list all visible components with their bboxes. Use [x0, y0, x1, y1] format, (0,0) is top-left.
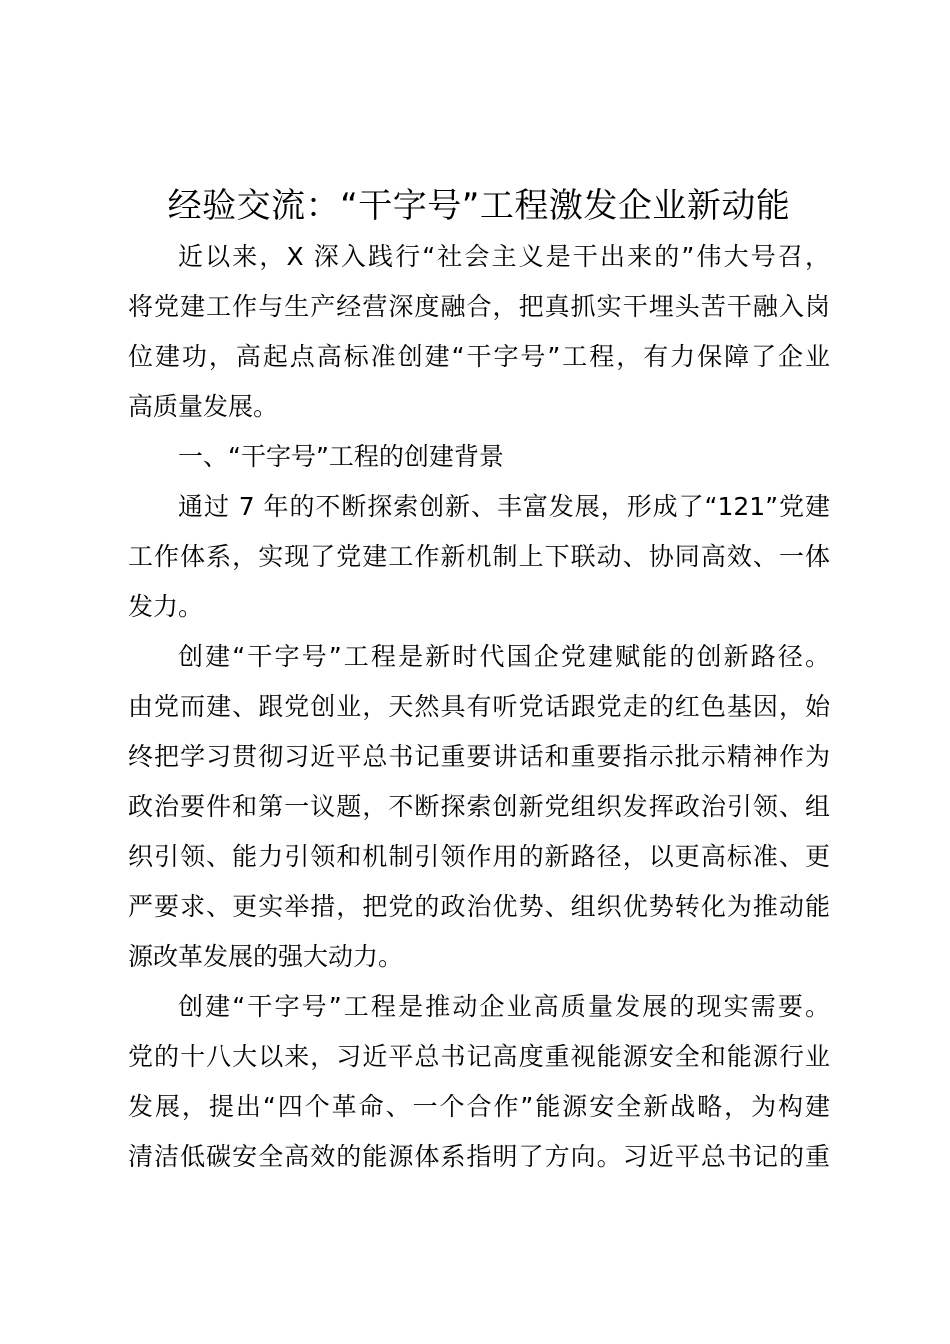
- text-line: 工作体系，实现了党建工作新机制上下联动、协同高效、一体: [128, 542, 830, 571]
- text-line: 创建“干字号”工程是推动企业高质量发展的现实需要。: [178, 992, 830, 1021]
- text-line: 党的十八大以来，习近平总书记高度重视能源安全和能源行业: [128, 1042, 830, 1071]
- paragraph-innovation-path: [128, 632, 830, 982]
- text-line: 高质量发展。: [128, 392, 279, 421]
- text-line: 严要求、更实举措，把党的政治优势、组织优势转化为推动能: [128, 892, 830, 921]
- text-line: 清洁低碳安全高效的能源体系指明了方向。习近平总书记的重: [128, 1142, 830, 1171]
- text-line: 发力。: [128, 592, 204, 621]
- text-line: 通过 7 年的不断探索创新、丰富发展，形成了“121”党建: [178, 492, 830, 521]
- section-heading-text: 一、“干字号”工程的创建背景: [178, 442, 504, 471]
- text-line: 创建“干字号”工程是新时代国企党建赋能的创新路径。: [178, 642, 830, 671]
- section-heading: [128, 432, 830, 482]
- text-line: 源改革发展的强大动力。: [128, 942, 404, 971]
- text-line: 终把学习贯彻习近平总书记重要讲话和重要指示批示精神作为: [128, 742, 830, 771]
- text-line: 近以来，X 深入践行“社会主义是干出来的”伟大号召，: [178, 242, 830, 271]
- text-line: 发展，提出“四个革命、一个合作”能源安全新战略，为构建: [128, 1092, 830, 1121]
- text-line: 织引领、能力引领和机制引领作用的新路径，以更高标准、更: [128, 842, 830, 871]
- document-title: 经验交流：“干字号”工程激发企业新动能: [167, 186, 791, 226]
- paragraph-realistic-need: [128, 982, 830, 1182]
- text-line: 政治要件和第一议题，不断探索创新党组织发挥政治引领、组: [128, 792, 830, 821]
- paragraph-system: [128, 482, 830, 632]
- text-line: 由党而建、跟党创业，天然具有听党话跟党走的红色基因，始: [128, 692, 830, 721]
- paragraph-intro: [128, 232, 830, 432]
- text-line: 位建功，高起点高标准创建“干字号”工程，有力保障了企业: [128, 342, 830, 371]
- document-body: [128, 232, 830, 1182]
- text-line: 将党建工作与生产经营深度融合，把真抓实干埋头苦干融入岗: [128, 292, 830, 321]
